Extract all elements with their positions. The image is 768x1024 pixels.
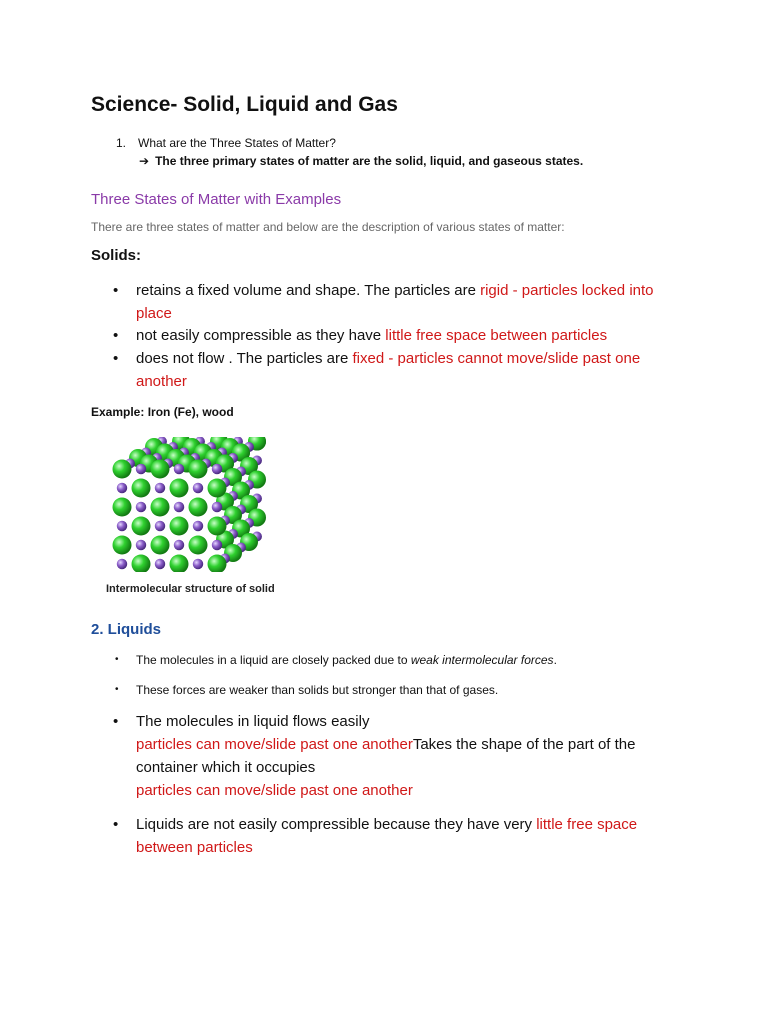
green-sphere [132, 479, 151, 498]
solids-item-1-highlight: rigid - particles locked into [480, 282, 654, 299]
liquids-item-1-end: . [553, 653, 557, 667]
green-sphere [208, 517, 227, 536]
solids-item-3-text: does not flow . The particles are [136, 350, 353, 367]
green-sphere [170, 479, 189, 498]
solid-lattice-image [110, 437, 270, 572]
purple-sphere [212, 540, 222, 550]
bullet: • [113, 350, 119, 367]
solids-item-1-text: retains a fixed volume and shape. The particles are [136, 282, 481, 299]
green-sphere [170, 517, 189, 536]
purple-sphere [193, 559, 203, 569]
section-description: There are three states of matter and below are the description of various states of matter: [91, 220, 565, 234]
solids-item-3-highlight-cont: another [136, 373, 187, 390]
solids-item-1-highlight-cont: place [136, 305, 172, 322]
purple-sphere [193, 521, 203, 531]
solids-item-2-text: not easily compressible as they have [136, 327, 386, 344]
purple-sphere [155, 483, 165, 493]
purple-sphere [193, 483, 203, 493]
solids-example: Example: Iron (Fe), wood [91, 405, 234, 419]
green-sphere [189, 498, 208, 517]
green-sphere [113, 498, 132, 517]
liquids-item-3-text-2: Takes the shape of the part of the [412, 736, 636, 753]
green-sphere [151, 536, 170, 555]
green-sphere [151, 460, 170, 479]
green-sphere [208, 479, 227, 498]
solids-item-3-highlight: fixed - particles cannot move/slide past one [352, 350, 641, 367]
purple-sphere [155, 559, 165, 569]
purple-sphere [136, 502, 146, 512]
green-sphere [113, 460, 132, 479]
liquids-item-1-italic: weak intermolecular forces [410, 653, 554, 667]
purple-sphere [174, 464, 184, 474]
green-sphere [189, 536, 208, 555]
section-subheading: Three States of Matter with Examples [91, 191, 342, 208]
liquids-item-1-text: The molecules in a liquid are closely packed due to [136, 653, 411, 667]
solids-heading: Solids: [91, 247, 142, 264]
bullet: • [113, 816, 119, 833]
liquids-item-4-text: Liquids are not easily compressible because they have very [136, 816, 537, 833]
green-sphere [113, 536, 132, 555]
purple-sphere [174, 502, 184, 512]
image-caption: Intermolecular structure of solid [106, 583, 275, 595]
liquids-item-4-highlight-cont: between particles [136, 839, 253, 856]
arrow-right-icon: ➔ [139, 154, 150, 168]
bullet: • [113, 327, 119, 344]
liquids-item-3-highlight-2: particles can move/slide past one another [136, 782, 413, 799]
liquids-item-3-text: The molecules in liquid flows easily [136, 713, 370, 730]
question-text: What are the Three States of Matter? [138, 136, 336, 150]
page-title: Science- Solid, Liquid and Gas [91, 93, 398, 116]
purple-sphere [174, 540, 184, 550]
green-sphere [151, 498, 170, 517]
purple-sphere [136, 464, 146, 474]
purple-sphere [136, 540, 146, 550]
green-sphere [170, 555, 189, 573]
answer-1 [139, 154, 583, 168]
green-sphere [132, 555, 151, 573]
bullet: • [115, 684, 119, 695]
green-sphere [189, 460, 208, 479]
liquids-heading: 2. Liquids [91, 621, 162, 638]
liquids-item-2-text: These forces are weaker than solids but stronger than that of gases. [136, 683, 499, 697]
purple-sphere [155, 521, 165, 531]
answer-text: The three primary states of matter are the solid, liquid, and gaseous states. [155, 154, 584, 168]
bullet: • [115, 654, 119, 665]
question-1 [116, 136, 336, 150]
solids-item-2-highlight: little free space between particles [385, 327, 608, 344]
liquids-item-3-highlight: particles can move/slide past one another [136, 736, 413, 753]
purple-sphere [212, 464, 222, 474]
bullet: • [113, 282, 119, 299]
purple-sphere [212, 502, 222, 512]
question-number: 1. [116, 136, 127, 150]
purple-sphere [117, 521, 127, 531]
purple-sphere [117, 559, 127, 569]
liquids-item-3-text-3: container which it occupies [136, 759, 316, 776]
purple-sphere [117, 483, 127, 493]
green-sphere [132, 517, 151, 536]
liquids-item-4-highlight: little free space [536, 816, 638, 833]
bullet: • [113, 713, 119, 730]
